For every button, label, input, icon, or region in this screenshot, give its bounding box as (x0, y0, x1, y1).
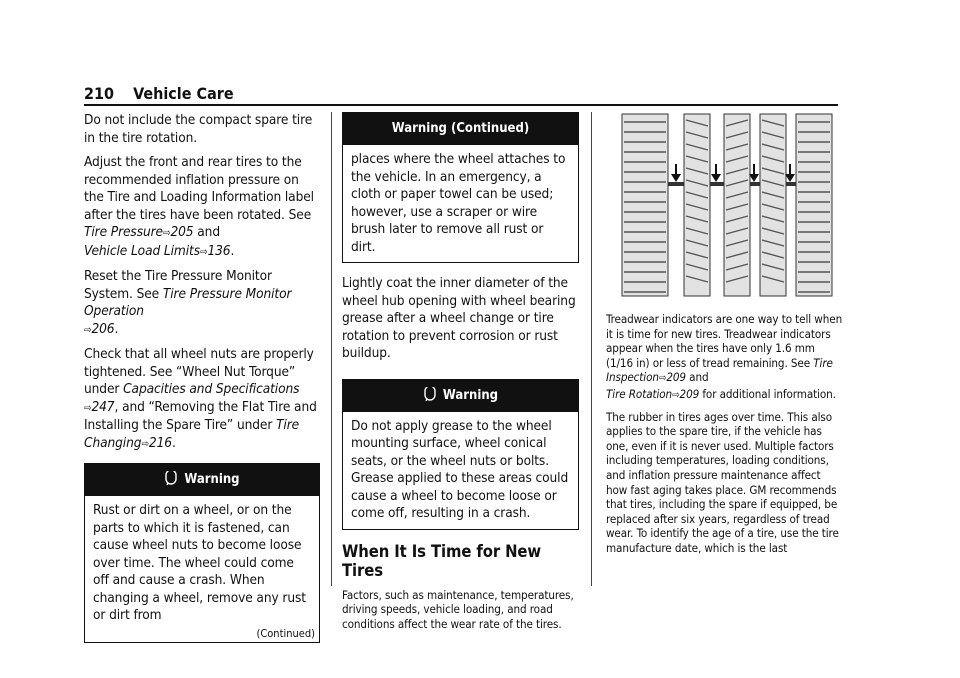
warning-header (85, 464, 319, 496)
column-2 (342, 112, 579, 637)
cross-reference-link[interactable]: Tire Inspection (606, 355, 833, 385)
column-divider (331, 112, 332, 586)
reference-arrow-icon: ⇨ (200, 246, 208, 258)
warning-box-continued (342, 112, 579, 263)
paragraph: Adjust the front and rear tires to the recommended inflation pressure on the Tire and Loading Information label after the tires have been rotated. See Tire Pressure⇨205 and Vehicle Load Limits⇨136. (84, 154, 314, 259)
cross-reference-link[interactable]: Capacities and Specifications (123, 381, 300, 397)
warning-body (85, 496, 319, 627)
warning-text: Rust or dirt on a wheel, or on the parts to which it is fastened, can cause wheel nuts to become loose over time. The wheel could come off and cause a crash. When changing a wheel, remove any rust or dirt from (93, 502, 306, 623)
warning-icon (164, 471, 178, 485)
warning-text: Do not apply grease to the wheel mounting surface, wheel conical seats, or the wheel nuts or bolts. Grease applied to these areas could cause a wheel to become loose or come off, resulting in a crash. (351, 417, 569, 521)
section-heading: When It Is Time for New Tires (342, 541, 542, 580)
reference-arrow-icon: ⇨ (658, 373, 667, 385)
page-reference[interactable]: 209 (679, 386, 700, 401)
warning-title: Warning (184, 472, 240, 487)
paragraph: Check that all wheel nuts are properly tightened. See “Wheel Nut Torque” under Capacities and Specifications ⇨247, and “Removing the Flat Tire and Installing the Spare Tire” under Tire Changing⇨216. (84, 346, 317, 451)
paragraph: Factors, such as maintenance, temperatures, driving speeds, vehicle loading, and road conditions affect the wear rate of the tires. (342, 587, 574, 631)
treadwear-indicator-illustration (620, 112, 834, 298)
page-reference[interactable]: 247 (91, 398, 115, 415)
warning-body (343, 145, 578, 262)
reference-arrow-icon: ⇨ (84, 324, 92, 336)
paragraph: Lightly coat the inner diameter of the wheel hub opening with wheel bearing grease after a wheel change or tire rotation to prevent corrosion or rust buildup. (342, 275, 576, 361)
column-3 (606, 112, 844, 562)
cross-reference-link[interactable]: Tire Pressure Monitor Operation (84, 285, 292, 319)
page-reference[interactable]: 206 (91, 320, 115, 337)
continued-label: (Continued) (256, 626, 315, 640)
page-reference[interactable]: 136 (207, 242, 231, 259)
tread-rib-center (684, 114, 786, 296)
warning-title: Warning (442, 387, 499, 403)
column-1 (84, 112, 320, 655)
reference-arrow-icon: ⇨ (84, 402, 92, 414)
section-title: Vehicle Care (133, 84, 234, 103)
page-reference[interactable]: 205 (170, 224, 194, 240)
warning-body (343, 412, 578, 529)
warning-box (84, 463, 320, 643)
page-reference[interactable]: 216 (148, 434, 172, 451)
cross-reference-link[interactable]: Tire Rotation (606, 386, 673, 401)
cross-reference-link[interactable]: Vehicle Load Limits (84, 242, 200, 259)
warning-box (342, 379, 579, 530)
paragraph: Treadwear indicators are one way to tell when it is time for new tires. Treadwear indicators appear when the tires have only 1.6 mm (1/16 in) or less of tread remaining. See Tire Inspection⇨209 and Tire Rotation⇨209 for additional information. (606, 312, 843, 401)
header-rule (84, 104, 838, 106)
warning-icon (423, 387, 437, 401)
cross-reference-link[interactable]: Tire Changing (84, 417, 300, 451)
page-header (84, 84, 234, 103)
reference-arrow-icon: ⇨ (672, 389, 680, 401)
warning-header: Warning (Continued) (343, 113, 578, 145)
paragraph: Do not include the compact spare tire in the tire rotation. (84, 112, 313, 146)
cross-reference-link[interactable]: Tire Pressure (84, 224, 163, 240)
warning-header (343, 380, 578, 412)
page-number: 210 (84, 84, 115, 103)
column-divider (591, 112, 592, 586)
reference-arrow-icon: ⇨ (141, 438, 149, 450)
paragraph: The rubber in tires ages over time. This also applies to the spare tire, if the vehicle has one, even if it is never used. Multiple factors including temperatures, loading conditions, and inflation pressure maintenance affect how fast aging takes place. GM recommends that tires, including the spare if equipped, be replaced after six years, regardless of tread wear. To identify the age of a tire, use the tire manufacture date, which is the last (606, 409, 839, 555)
warning-text: places where the wheel attaches to the vehicle. In an emergency, a cloth or paper towel can be used; however, use a scraper or wire brush later to remove all rust or dirt. (351, 151, 566, 255)
page-reference[interactable]: 209 (666, 370, 686, 385)
reference-arrow-icon: ⇨ (162, 228, 171, 239)
paragraph: Reset the Tire Pressure Monitor System. See Tire Pressure Monitor Operation ⇨206. (84, 268, 292, 337)
